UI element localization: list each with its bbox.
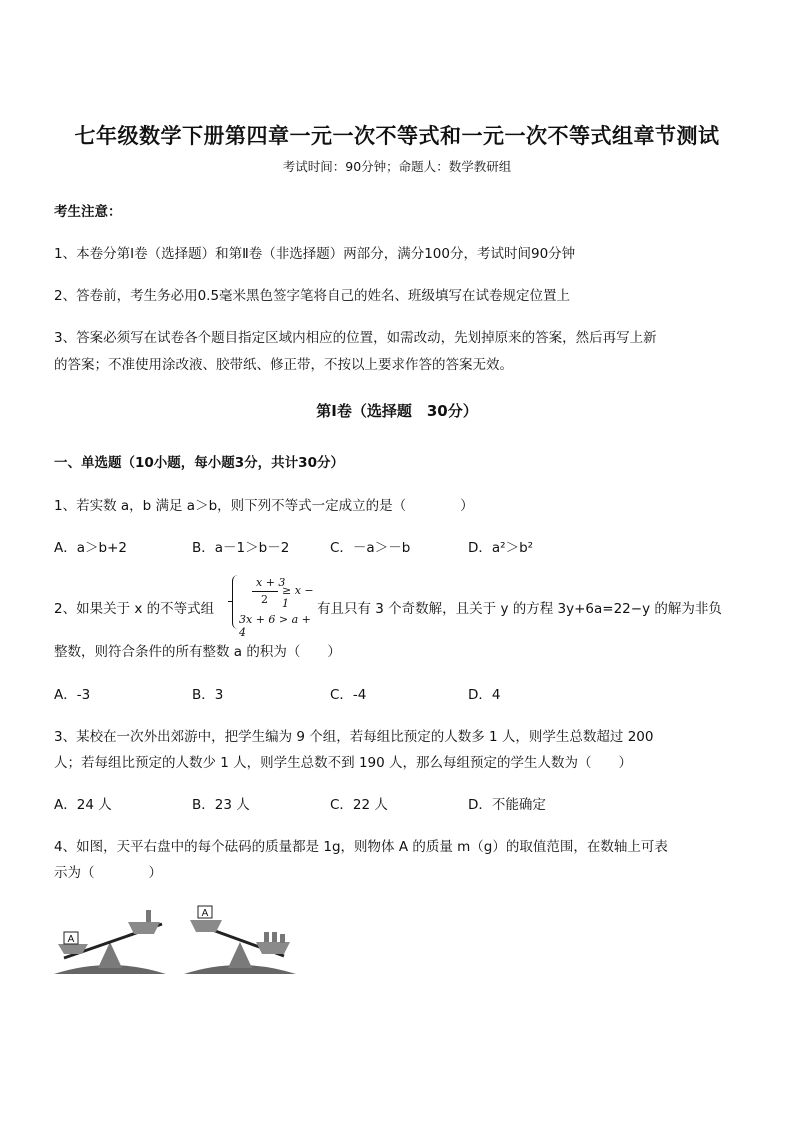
notice-item-3-cont: 的答案；不准使用涂改液、胶带纸、修正带，不按以上要求作答的答案无效。 <box>54 357 513 373</box>
question-4-stem-b: 示为（ ） <box>54 865 162 881</box>
notice-item-3: 3、答案必须写在试卷各个题目指定区域内相应的位置，如需改动，先划掉原来的答案，然后再写上新 <box>54 330 657 346</box>
question-3-option-a[interactable]: A．24 人 <box>54 797 112 813</box>
question-3-option-d[interactable]: D．不能确定 <box>468 797 546 813</box>
question-1-option-b[interactable]: B．a－1＞b－2 <box>192 540 290 556</box>
question-2-option-c[interactable]: C．-4 <box>330 687 367 703</box>
part-title: 一、单选题（10小题，每小题3分，共计30分） <box>54 455 344 471</box>
notice-item-2: 2、答卷前，考生务必用0.5毫米黑色签字笔将自己的姓名、班级填写在试卷规定位置上 <box>54 288 571 304</box>
inequality-system <box>232 575 316 639</box>
question-3-option-c[interactable]: C．22 人 <box>330 797 388 813</box>
object-a-label-2: A <box>201 908 209 919</box>
fraction-denominator: 2 <box>261 593 268 606</box>
question-2-option-a[interactable]: A．-3 <box>54 687 91 703</box>
inequality-2: 3x + 6 > a + 4 <box>239 613 311 639</box>
section-title: 第Ⅰ卷（选择题 30分） <box>316 402 478 420</box>
fraction-numerator: x + 3 <box>256 576 286 589</box>
notice-heading: 考生注意： <box>54 204 122 220</box>
system-brace <box>232 575 239 629</box>
question-3-stem-b: 人；若每组比预定的人数少 1 人，则学生总数不到 190 人，那么每组预定的学生人数为（ ） <box>54 755 633 771</box>
balance-scales-figure <box>50 898 300 984</box>
object-a-label-1: A <box>67 934 75 945</box>
notice-item-1: 1、本卷分第Ⅰ卷（选择题）和第Ⅱ卷（非选择题）两部分，满分100分，考试时间90分钟 <box>54 246 576 262</box>
fraction-bar <box>252 591 278 592</box>
question-3-option-b[interactable]: B．23 人 <box>192 797 250 813</box>
system-brace-tip <box>228 601 233 602</box>
exam-title: 七年级数学下册第四章一元一次不等式和一元一次不等式组章节测试 <box>74 123 720 148</box>
exam-subtitle: 考试时间：90分钟；命题人：数学教研组 <box>282 159 512 174</box>
question-3-stem-a: 3、某校在一次外出郊游中，把学生编为 9 个组，若每组比预定的人数多 1 人，则学生总数超过 200 <box>54 729 654 745</box>
balance-scale-1 <box>54 910 166 974</box>
question-1-option-c[interactable]: C．－a＞－b <box>330 540 411 556</box>
question-2-option-d[interactable]: D．4 <box>468 687 501 703</box>
balance-scale-2 <box>184 906 296 974</box>
question-1-option-d[interactable]: D．a²＞b² <box>468 540 534 556</box>
question-2-stem-b: 有且只有 3 个奇数解，且关于 y 的方程 3y+6a=22−y 的解为非负 <box>317 601 722 617</box>
question-1-option-a[interactable]: A．a＞b+2 <box>54 540 127 556</box>
question-4-stem-a: 4、如图，天平右盘中的每个砝码的质量都是 1g，则物体 A 的质量 m（g）的取值范围，在数轴上可表 <box>54 839 668 855</box>
question-2-option-b[interactable]: B．3 <box>192 687 224 703</box>
inequality-1-rhs: ≥ x − 1 <box>282 584 314 610</box>
question-1-stem: 1、若实数 a，b 满足 a＞b，则下列不等式一定成立的是（ ） <box>54 498 474 514</box>
question-2-stem-c: 整数，则符合条件的所有整数 a 的积为（ ） <box>54 644 341 660</box>
question-2-stem-a: 2、如果关于 x 的不等式组 <box>54 601 215 617</box>
